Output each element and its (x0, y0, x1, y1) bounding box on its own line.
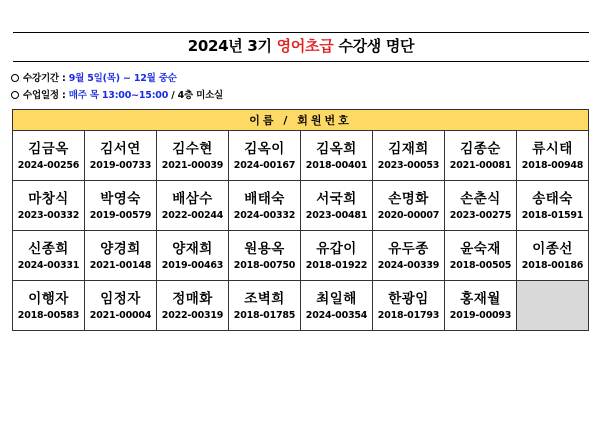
member-number: 2018-01922 (305, 259, 368, 271)
circle-bullet-icon (11, 91, 19, 99)
student-name: 서국희 (316, 190, 357, 207)
member-number: 2018-00505 (449, 259, 512, 271)
student-name: 김재희 (388, 140, 429, 157)
student-cell (13, 231, 85, 281)
student-cell (13, 181, 85, 231)
member-number: 2019-00579 (89, 209, 152, 221)
student-name: 김수현 (172, 140, 213, 157)
member-number: 2020-00007 (377, 209, 440, 221)
student-name: 박영숙 (100, 190, 141, 207)
student-cell (445, 131, 517, 181)
student-name: 양경희 (100, 240, 141, 257)
student-cell (301, 281, 373, 331)
empty-cell (517, 281, 589, 331)
member-number: 2018-01785 (233, 309, 296, 321)
student-cell (517, 231, 589, 281)
schedule-room: / 4층 미소실 (168, 90, 224, 101)
schedule-value: 매주 목 13:00~15:00 (68, 90, 169, 101)
table-row (13, 181, 589, 231)
member-number: 2021-00039 (161, 159, 224, 171)
period-label: 수강기간 : (23, 73, 69, 84)
student-name: 최일해 (316, 290, 357, 307)
member-number: 2018-00186 (521, 259, 584, 271)
student-cell (301, 181, 373, 231)
student-cell (445, 281, 517, 331)
member-number: 2024-00354 (305, 309, 368, 321)
member-number: 2023-00332 (17, 209, 80, 221)
class-schedule-line (11, 89, 223, 103)
student-name: 류시태 (532, 140, 573, 157)
student-cell (373, 231, 445, 281)
student-name: 김종순 (460, 140, 501, 157)
student-name: 유두종 (388, 240, 429, 257)
student-name: 배삼수 (172, 190, 213, 207)
student-name: 유갑이 (316, 240, 357, 257)
student-cell (157, 131, 229, 181)
member-number: 2019-00463 (161, 259, 224, 271)
member-number: 2023-00275 (449, 209, 512, 221)
student-cell (301, 231, 373, 281)
table-header-row (13, 110, 589, 131)
student-cell (229, 231, 301, 281)
student-name: 김옥이 (244, 140, 285, 157)
student-name: 양재희 (172, 240, 213, 257)
member-number: 2018-01591 (521, 209, 584, 221)
student-cell (157, 181, 229, 231)
student-cell (517, 181, 589, 231)
student-roster-table (12, 109, 589, 331)
student-cell (373, 131, 445, 181)
student-name: 손춘식 (460, 190, 501, 207)
student-cell (85, 231, 157, 281)
member-number: 2024-00167 (233, 159, 296, 171)
student-name: 신종희 (28, 240, 69, 257)
student-name: 한광임 (388, 290, 429, 307)
student-cell (301, 131, 373, 181)
student-cell (517, 131, 589, 181)
student-name: 김옥희 (316, 140, 357, 157)
title-bottom-rule (13, 61, 589, 62)
student-cell (157, 281, 229, 331)
title-prefix: 2024년 3기 (187, 37, 277, 55)
student-name: 김서연 (100, 140, 141, 157)
member-number: 2018-00948 (521, 159, 584, 171)
member-number: 2018-00583 (17, 309, 80, 321)
student-cell (373, 281, 445, 331)
student-name: 임정자 (100, 290, 141, 307)
member-number: 2021-00081 (449, 159, 512, 171)
member-number: 2024-00339 (377, 259, 440, 271)
student-name: 마창식 (28, 190, 69, 207)
member-number: 2023-00481 (305, 209, 368, 221)
student-name: 이종선 (532, 240, 573, 257)
circle-bullet-icon (11, 74, 19, 82)
member-number: 2024-00331 (17, 259, 80, 271)
student-name: 조벽희 (244, 290, 285, 307)
title-highlight: 영어초급 (276, 37, 334, 55)
member-number: 2019-00093 (449, 309, 512, 321)
student-cell (229, 131, 301, 181)
schedule-label: 수업일정 : (23, 90, 69, 101)
member-number: 2021-00004 (89, 309, 152, 321)
member-number: 2018-01793 (377, 309, 440, 321)
student-cell (373, 181, 445, 231)
table-row (13, 131, 589, 181)
student-cell (229, 281, 301, 331)
table-header: 이름 / 회원번호 (13, 110, 589, 131)
student-name: 이행자 (28, 290, 69, 307)
title-top-rule (13, 32, 589, 33)
student-cell (445, 181, 517, 231)
student-name: 원용옥 (244, 240, 285, 257)
student-cell (85, 181, 157, 231)
member-number: 2018-00750 (233, 259, 296, 271)
student-name: 홍재월 (460, 290, 501, 307)
table-row (13, 281, 589, 331)
member-number: 2022-00244 (161, 209, 224, 221)
student-cell (157, 231, 229, 281)
member-number: 2024-00256 (17, 159, 80, 171)
member-number: 2019-00733 (89, 159, 152, 171)
student-name: 배태숙 (244, 190, 285, 207)
table-row (13, 231, 589, 281)
student-cell (229, 181, 301, 231)
member-number: 2023-00053 (377, 159, 440, 171)
course-period-line (11, 72, 177, 86)
member-number: 2022-00319 (161, 309, 224, 321)
member-number: 2024-00332 (233, 209, 296, 221)
student-name: 김금옥 (28, 140, 69, 157)
student-cell (85, 281, 157, 331)
member-number: 2018-00401 (305, 159, 368, 171)
title-suffix: 수강생 명단 (333, 37, 415, 55)
student-cell (85, 131, 157, 181)
member-number: 2021-00148 (89, 259, 152, 271)
student-name: 송태숙 (532, 190, 573, 207)
student-cell (13, 131, 85, 181)
student-name: 손명화 (388, 190, 429, 207)
period-value: 9월 5일(목) ~ 12월 중순 (68, 73, 177, 84)
student-cell (13, 281, 85, 331)
student-cell (445, 231, 517, 281)
student-name: 윤숙재 (460, 240, 501, 257)
student-name: 정매화 (172, 290, 213, 307)
page-title (13, 35, 589, 57)
